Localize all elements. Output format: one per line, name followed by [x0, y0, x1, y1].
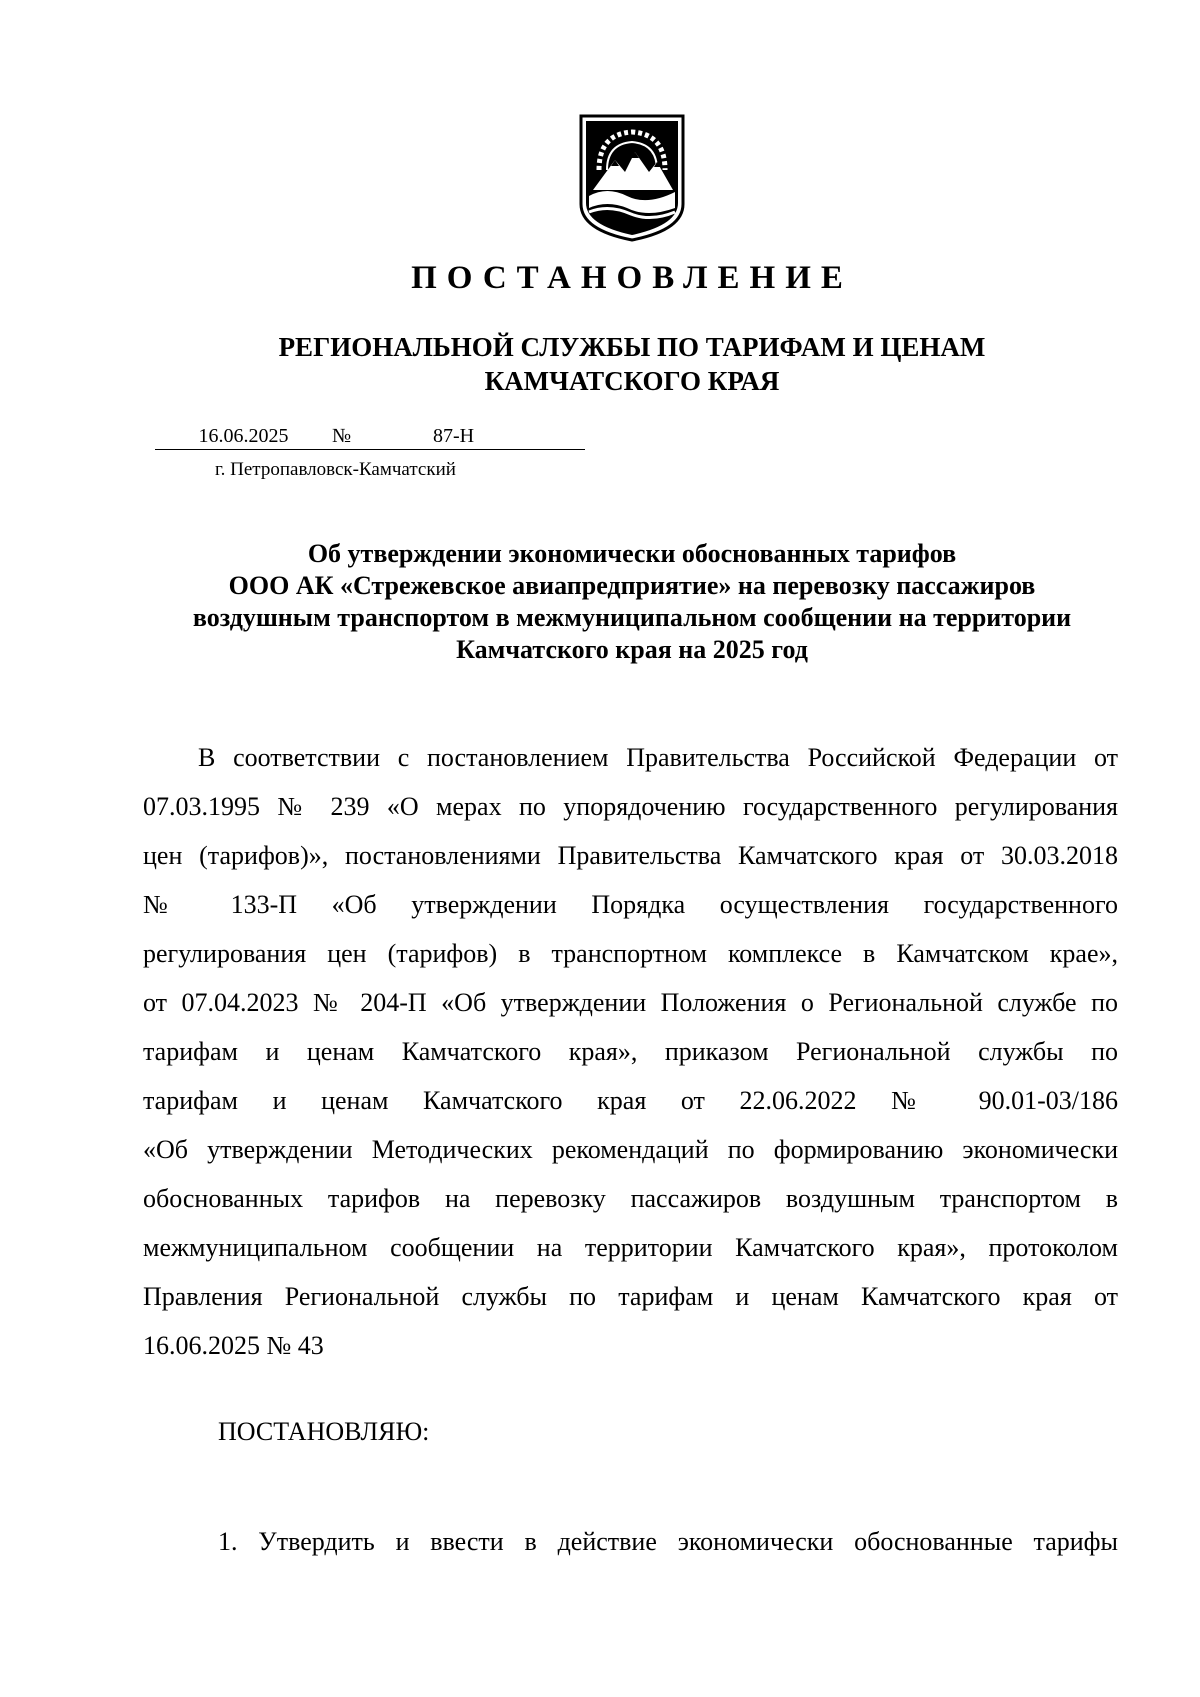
subject-line: ООО АК «Стрежевское авиапредприятие» на перевозку пассажиров [228, 571, 1036, 600]
preamble-line: тарифам и ценам Камчатского края», приказом Региональной службы по [143, 1037, 1118, 1066]
issuing-authority [0, 330, 1200, 398]
preamble-line: межмуниципальном сообщении на территории Камчатского края», протоколом [143, 1233, 1118, 1262]
preamble-paragraph [143, 733, 1118, 1370]
preamble-line: от 07.04.2023 № 204-П «Об утверждении Положения о Региональной службе по [143, 988, 1118, 1017]
preamble-line: В соответствии с постановлением Правительства Российской Федерации от [198, 743, 1118, 772]
resolution-item-1: 1. Утвердить и ввести в действие экономически обоснованные тарифы [218, 1527, 1118, 1556]
preamble-line: «Об утверждении Методических рекомендаций по формированию экономически [143, 1135, 1118, 1164]
document-type-title: ПОСТАНОВЛЕНИЕ [411, 260, 853, 296]
subject-line: воздушным транспортом в межмуниципальном сообщении на территории [192, 603, 1072, 632]
issuer-line-1: РЕГИОНАЛЬНОЙ СЛУЖБЫ ПО ТАРИФАМ И ЦЕНАМ [278, 332, 986, 362]
preamble-line: 07.03.1995 № 239 «О мерах по упорядочению государственного регулирования [143, 792, 1118, 821]
preamble-line: 16.06.2025 № 43 [143, 1331, 324, 1360]
decree-word: ПОСТАНОВЛЯЮ: [218, 1417, 430, 1446]
document-number: 87-Н [362, 423, 585, 450]
issuer-line-2: КАМЧАТСКОГО КРАЯ [484, 366, 780, 396]
subject-line: Об утверждении экономически обоснованных тарифов [307, 539, 957, 568]
place-of-issue: г. Петропавловск-Камчатский [215, 459, 456, 480]
preamble-line: № 133-П «Об утверждении Порядка осуществления государственного [143, 890, 1118, 919]
registration-line [155, 423, 585, 453]
document-subject [0, 538, 1200, 666]
document-date: 16.06.2025 [155, 423, 332, 450]
subject-line: Камчатского края на 2025 год [456, 635, 808, 664]
number-sign: № [332, 423, 362, 450]
preamble-line: регулирования цен (тарифов) в транспортном комплексе в Камчатском крае», [143, 939, 1118, 968]
preamble-line: тарифам и ценам Камчатского края от 22.06.2022 № 90.01-03/186 [143, 1086, 1118, 1115]
preamble-line: цен (тарифов)», постановлениями Правительства Камчатского края от 30.03.2018 [143, 841, 1118, 870]
preamble-line: Правления Региональной службы по тарифам и ценам Камчатского края от [143, 1282, 1118, 1311]
preamble-line: обоснованных тарифов на перевозку пассажиров воздушным транспортом в [143, 1184, 1118, 1213]
coat-of-arms-icon [577, 112, 687, 242]
